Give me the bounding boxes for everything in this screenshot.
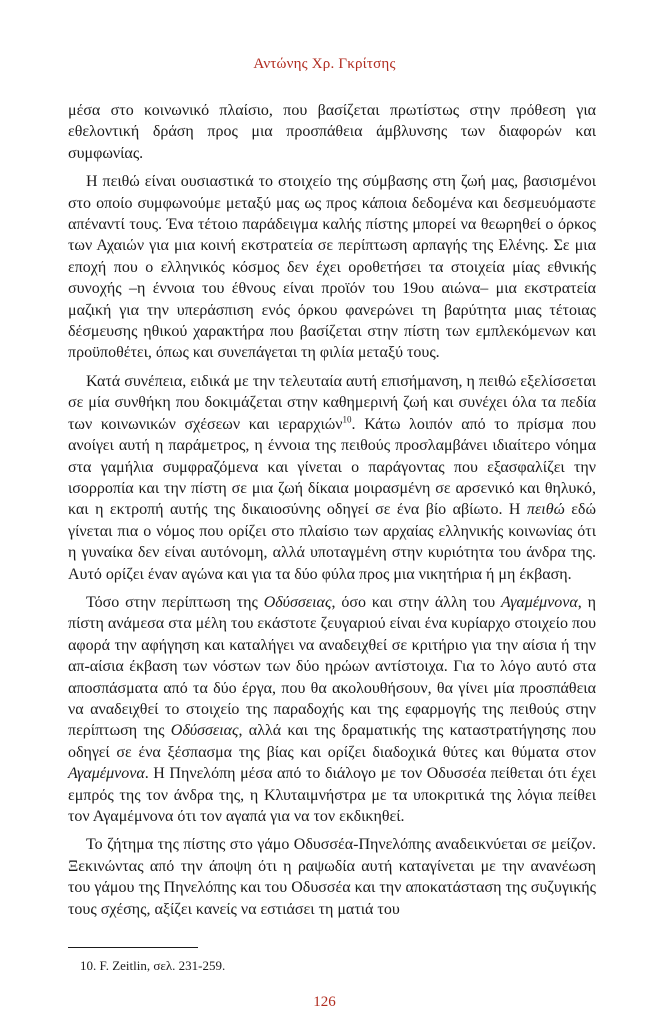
paragraph bbox=[68, 834, 596, 920]
paragraph bbox=[68, 100, 596, 164]
italic-text: Οδύσσειας bbox=[170, 722, 239, 740]
italic-text: Αγαμέμνονα bbox=[68, 765, 145, 783]
body-text bbox=[68, 100, 596, 927]
paragraph bbox=[68, 371, 596, 585]
italic-text: Οδύσσειας bbox=[263, 593, 332, 611]
paragraph bbox=[68, 171, 596, 364]
text-run: . Κάτω λοιπόν από το πρίσμα που ανοίγει αυτή η παράμετρος, η έννοια της πειθούς προσλαμβάνει ιδιαίτερο νόημα στα γαμήλια συμφραζόμενα και γίνεται ο παράγοντας που εξασφαλίζει την ισορροπία και την πίστη σε μια ζωή δίκαια μοιρασμένη σε αρσενικό και θηλυκό, και η εκτροπή αυτής της δικαιοσύνης οδηγεί σε ένα βίο αβίωτο. Η bbox=[68, 415, 596, 519]
footnote: 10. F. Zeitlin, σελ. 231-259. bbox=[80, 958, 226, 973]
text-run: Κατά συνέπεια, ειδικά με την τελευταία αυτή επισήμανση, η πειθώ εξελίσσεται σε μία συνθήκη που δοκιμάζεται στην καθημερινή ζωή και συνέχει όλα τα πεδία των κοινωνικών σχέσεων και ιεραρχιών bbox=[68, 372, 596, 433]
italic-text: πειθώ bbox=[526, 501, 565, 519]
footnote-reference: 10 bbox=[342, 414, 352, 425]
paragraph bbox=[68, 592, 596, 827]
page-number: 126 bbox=[313, 994, 336, 1010]
text-run: . Η Πηνελόπη μέσα από το διάλογο με τον Οδυσσέα πείθεται ότι έχει εμπρός της τον άνδρα της, η Κλυταιμνήστρα με τα υποκριτικά της λόγια πείθει τον Αγαμέμνονα ότι τον αγαπά για να τον εκδικηθεί. bbox=[68, 765, 596, 825]
footnote-divider bbox=[68, 947, 198, 948]
italic-text: Αγαμέμνονα bbox=[501, 593, 578, 611]
text-run: , η πίστη ανάμεσα στα μέλη του εκάστοτε ζευγαριού είναι ένα κυρίαρχο στοιχείο που αφορά την αφήγηση και καταλήγει να αναδειχθεί σε κριτήριο για την αίσια ή την απ-αίσια έκβαση των νόστων των δύο ηρώων αντίστοιχα. Για το λόγο αυτό στα αποσπάσματα από τα δύο έργα, που θα ακολουθήσουν, θα γίνει μία προσπάθεια να αναδειχθεί το στοιχείο της παραδοχής και της εφαρμογής της πειθούς στην περίπτωση της bbox=[68, 593, 597, 740]
text-run: εδώ γίνεται πια ο νόμος που ορίζει στο πλαίσιο των αρχαίας ελληνικής κοινωνίας ότι η γυναίκα δεν είναι αυτόνομη, αλλά υποταγμένη στην κυριότητα του άνδρα της. Αυτό ορίζει έναν αγώνα και για τα δύο φύλα προς μια νικητήρια ή μη έκβαση. bbox=[68, 501, 596, 583]
running-head: Αντώνης Χρ. Γκρίτσης bbox=[253, 56, 396, 72]
text-run: Η πειθώ είναι ουσιαστικά το στοιχείο της σύμβασης στη ζωή μας, βασισμένοι στο οποίο συμφωνούμε μεταξύ μας ως προς κάποια δεδομένα και δεσμευόμαστε απέναντί τους. Ένα τέτοιο παράδειγμα καλής πίστης μπορεί να θεωρηθεί ο όρκος των Αχαιών για μια κοινή εκστρατεία σε περίπτωση αρπαγής της Ελένης. Σε μια εποχή που ο ελληνικός κόσμος δεν έχει οροθετήσει τα στοιχεία μίας εθνικής συνοχής –η έννοια του έθνους είναι προϊόν του 19ου αιώνα– μια εκστρατεία μαζική για την υπεράσπιση ενός όρκου φανερώνει τη βαρύτητα μιας τέτοιας δέσμευσης ηθικού χαρακτήρα που βασίζεται στην πίστη των εμπλεκόμενων και προϋποθέτει, όπως και συνεπάγεται τη φιλία μεταξύ τους. bbox=[68, 173, 596, 362]
text-run: μέσα στο κοινωνικό πλαίσιο, που βασίζεται πρωτίστως στην πρόθεση για εθελοντική δράση προς μια προσπάθεια άμβλυνσης των διαφορών και συμφωνίας. bbox=[68, 102, 596, 162]
text-run: Τόσο στην περίπτωση της bbox=[86, 593, 264, 611]
text-run: , όσο και στην άλλη του bbox=[331, 593, 502, 611]
text-run: Το ζήτημα της πίστης στο γάμο Οδυσσέα-Πηνελόπης αναδεικνύεται σε μείζον. Ξεκινώντας από την άποψη ότι η ραψωδία αυτή καταγίνεται με την ανανέωση του γάμου της Πηνελόπης και του Οδυσσέα και την αποκατάσταση της συζυγικής τους σχέσης, αξίζει κανείς να εστιάσει τη ματιά του bbox=[68, 836, 596, 918]
text-run: , αλλά και της δραματικής της καταστρατήγησης που οδηγεί σε ένα ξέσπασμα της βίας και ορίζει διαδοχικά θύτες και θύματα στον bbox=[68, 722, 597, 761]
